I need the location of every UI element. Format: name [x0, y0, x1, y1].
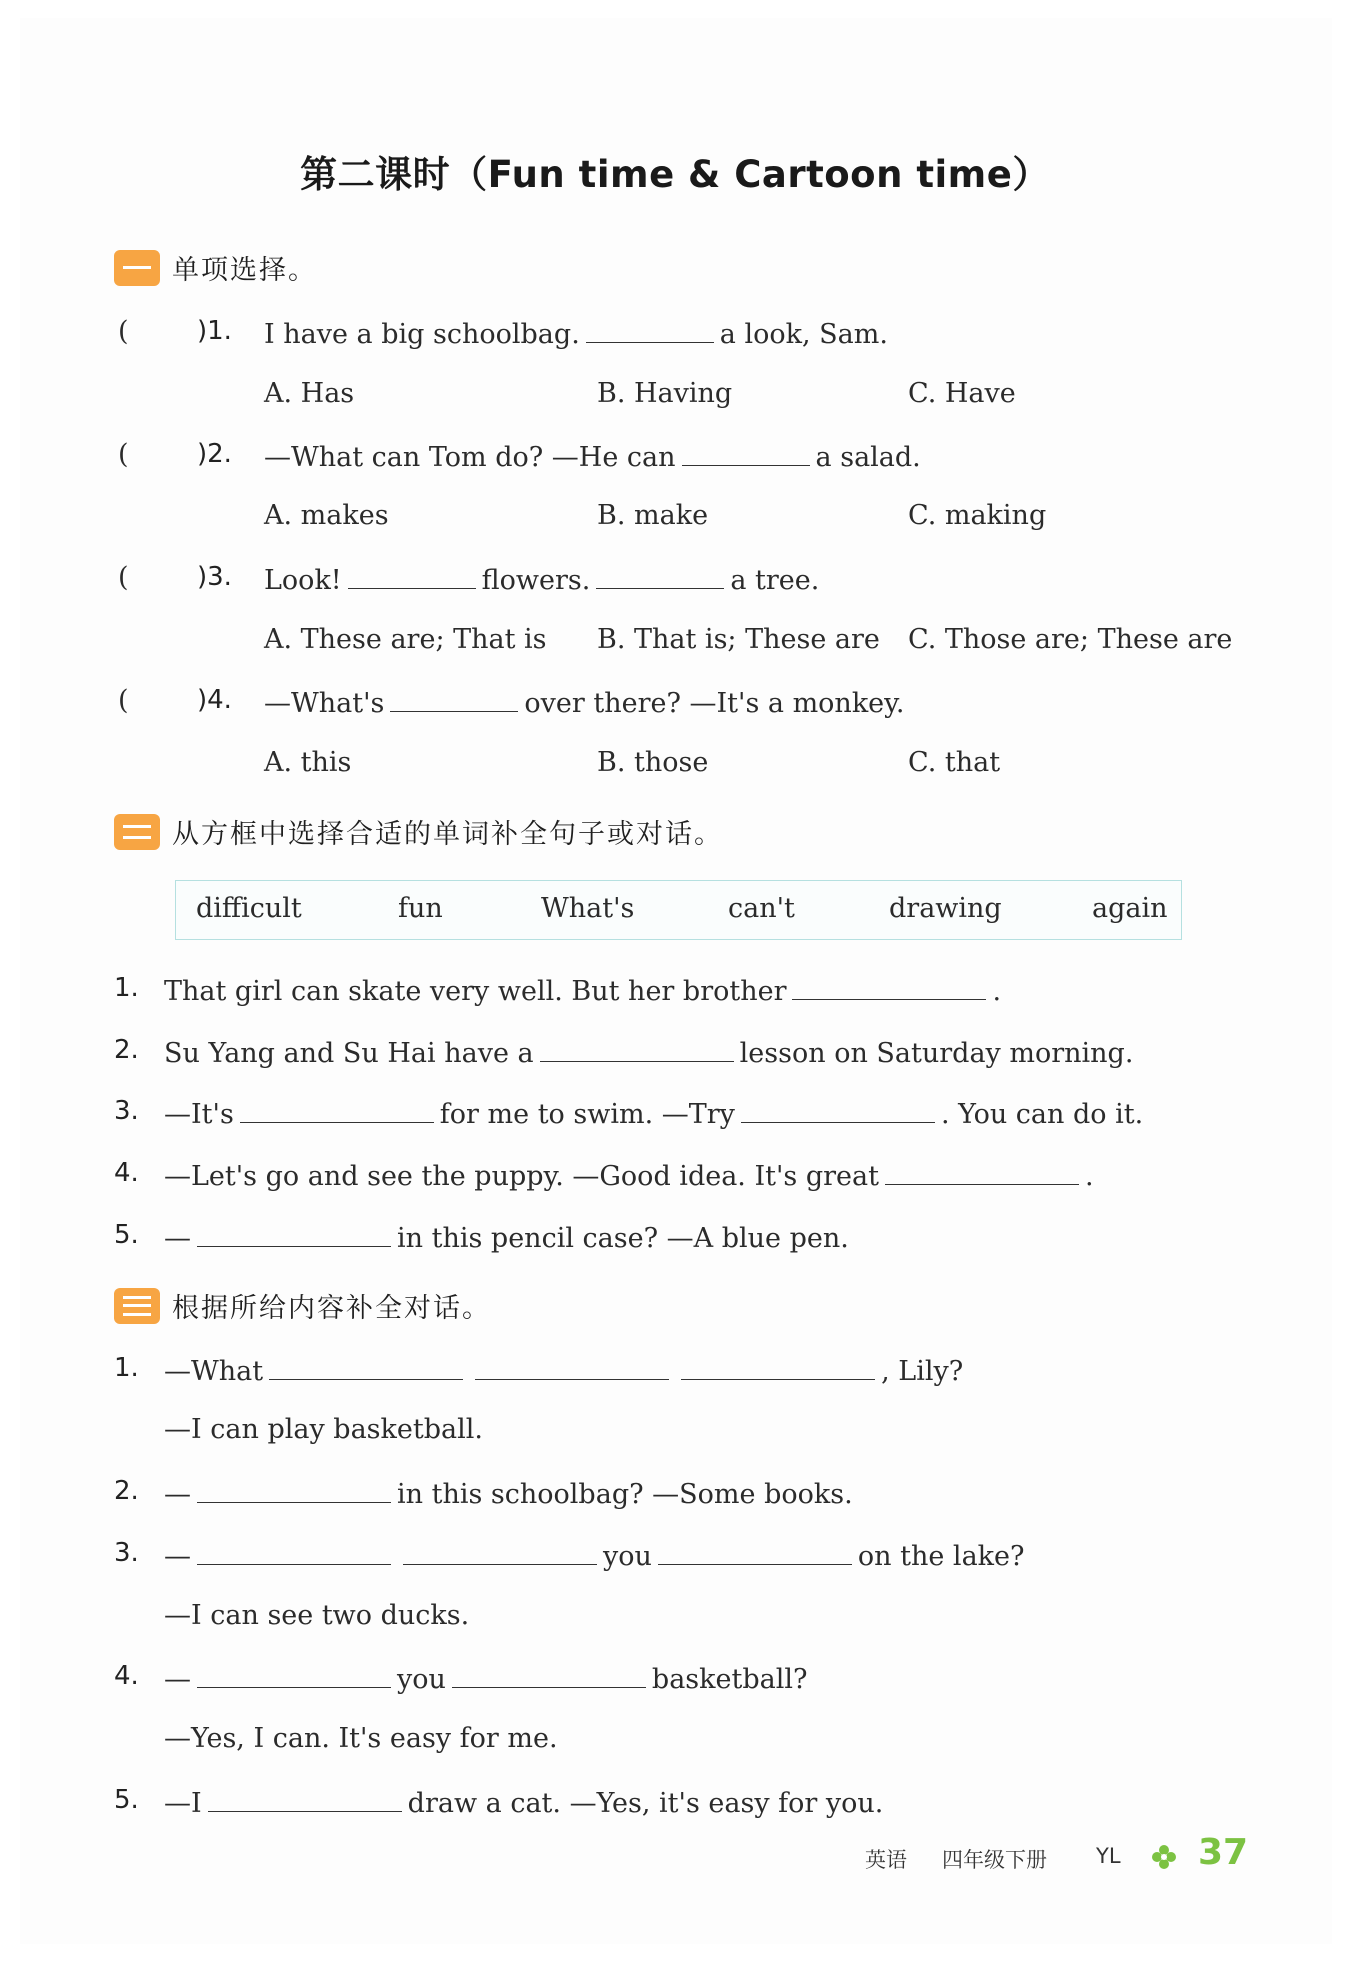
page-title: 第二课时（Fun time & Cartoon time） [300, 153, 1050, 196]
answer-blank[interactable] [741, 1096, 935, 1123]
question-text: —What can Tom do? —He can a salad. [264, 439, 921, 473]
answer-blank[interactable] [390, 685, 518, 712]
question-text: Look! flowers. a tree. [264, 562, 819, 596]
item-number: 5. [114, 1220, 139, 1250]
question-text: I have a big schoolbag. a look, Sam. [264, 316, 888, 350]
item-number: 3. [114, 1538, 139, 1568]
item-number: 1. [114, 973, 139, 1003]
option-c: C. that [908, 747, 1001, 778]
dialogue-line: — you basketball? [164, 1661, 807, 1695]
fill-sentence: —Let's go and see the puppy. —Good idea. It's great . [164, 1158, 1094, 1192]
answer-blank[interactable] [197, 1476, 391, 1503]
word-option: What's [541, 893, 635, 924]
section-1-header [114, 248, 317, 287]
item-number: 2. [114, 1035, 139, 1065]
question-number: )3. [197, 562, 232, 592]
answer-blank[interactable] [682, 439, 810, 466]
option-a: A. this [264, 747, 352, 778]
dialogue-line: —What , Lily? [164, 1353, 963, 1387]
section-3-badge [114, 1288, 160, 1324]
word-option: drawing [889, 893, 1002, 924]
dialogue-line: —I draw a cat. —Yes, it's easy for you. [164, 1785, 883, 1819]
fill-sentence: Su Yang and Su Hai have a lesson on Saturday morning. [164, 1035, 1133, 1069]
word-option: again [1092, 893, 1168, 924]
answer-blank[interactable] [208, 1785, 402, 1812]
footer-grade: 四年级下册 [942, 1848, 1047, 1872]
section-2-header [114, 812, 723, 851]
answer-blank[interactable] [452, 1661, 646, 1688]
dialogue-line: — you on the lake? [164, 1538, 1024, 1572]
fill-sentence: —It's for me to swim. —Try . You can do it. [164, 1096, 1143, 1130]
section-3-header [114, 1286, 491, 1325]
dialogue-reply: —Yes, I can. It's easy for me. [164, 1723, 558, 1754]
word-option: difficult [196, 893, 302, 924]
answer-paren-2: ( [118, 439, 129, 470]
answer-paren-4: ( [118, 685, 129, 716]
section-2-badge [114, 814, 160, 850]
option-c: C. Those are; These are [908, 624, 1233, 655]
answer-blank[interactable] [348, 562, 476, 589]
answer-blank[interactable] [240, 1096, 434, 1123]
dialogue-reply: —I can play basketball. [164, 1414, 483, 1445]
word-option: can't [728, 893, 795, 924]
answer-blank[interactable] [540, 1035, 734, 1062]
dialogue-line: — in this schoolbag? —Some books. [164, 1476, 853, 1510]
item-number: 5. [114, 1785, 139, 1815]
option-a: A. These are; That is [264, 624, 547, 655]
item-number: 4. [114, 1158, 139, 1188]
dialogue-reply: —I can see two ducks. [164, 1600, 470, 1631]
item-number: 3. [114, 1096, 139, 1126]
footer-edition: YL [1096, 1844, 1121, 1868]
word-box [175, 880, 1182, 940]
answer-blank[interactable] [197, 1661, 391, 1688]
section-2-title: 从方框中选择合适的单词补全句子或对话。 [172, 819, 723, 850]
section-1-title: 单项选择。 [172, 255, 317, 286]
question-text: —What's over there? —It's a monkey. [264, 685, 904, 719]
answer-paren-1: ( [118, 316, 129, 347]
option-c: C. Have [908, 378, 1016, 409]
answer-blank[interactable] [596, 562, 724, 589]
option-b: B. those [597, 747, 709, 778]
answer-blank[interactable] [792, 973, 986, 1000]
item-number: 4. [114, 1661, 139, 1691]
answer-blank[interactable] [403, 1538, 597, 1565]
item-number: 2. [114, 1476, 139, 1506]
question-number: )1. [197, 316, 232, 346]
option-b: B. Having [597, 378, 733, 409]
option-a: A. makes [264, 500, 389, 531]
section-3-title: 根据所给内容补全对话。 [172, 1293, 491, 1324]
option-a: A. Has [264, 378, 355, 409]
option-b: B. That is; These are [597, 624, 880, 655]
question-number: )4. [197, 685, 232, 715]
fill-sentence: — in this pencil case? —A blue pen. [164, 1220, 849, 1254]
item-number: 1. [114, 1353, 139, 1383]
option-c: C. making [908, 500, 1047, 531]
answer-blank[interactable] [197, 1538, 391, 1565]
answer-blank[interactable] [475, 1353, 669, 1380]
answer-paren-3: ( [118, 562, 129, 593]
page-number: 37 [1198, 1832, 1249, 1873]
word-option: fun [398, 893, 443, 924]
answer-blank[interactable] [885, 1158, 1079, 1185]
footer-subject: 英语 [865, 1848, 907, 1872]
answer-blank[interactable] [197, 1220, 391, 1247]
section-1-badge [114, 250, 160, 286]
fill-sentence: That girl can skate very well. But her brother . [164, 973, 1001, 1007]
answer-blank[interactable] [586, 316, 714, 343]
answer-blank[interactable] [269, 1353, 463, 1380]
question-number: )2. [197, 439, 232, 469]
clover-icon [1150, 1843, 1178, 1871]
answer-blank[interactable] [658, 1538, 852, 1565]
answer-blank[interactable] [681, 1353, 875, 1380]
option-b: B. make [597, 500, 709, 531]
